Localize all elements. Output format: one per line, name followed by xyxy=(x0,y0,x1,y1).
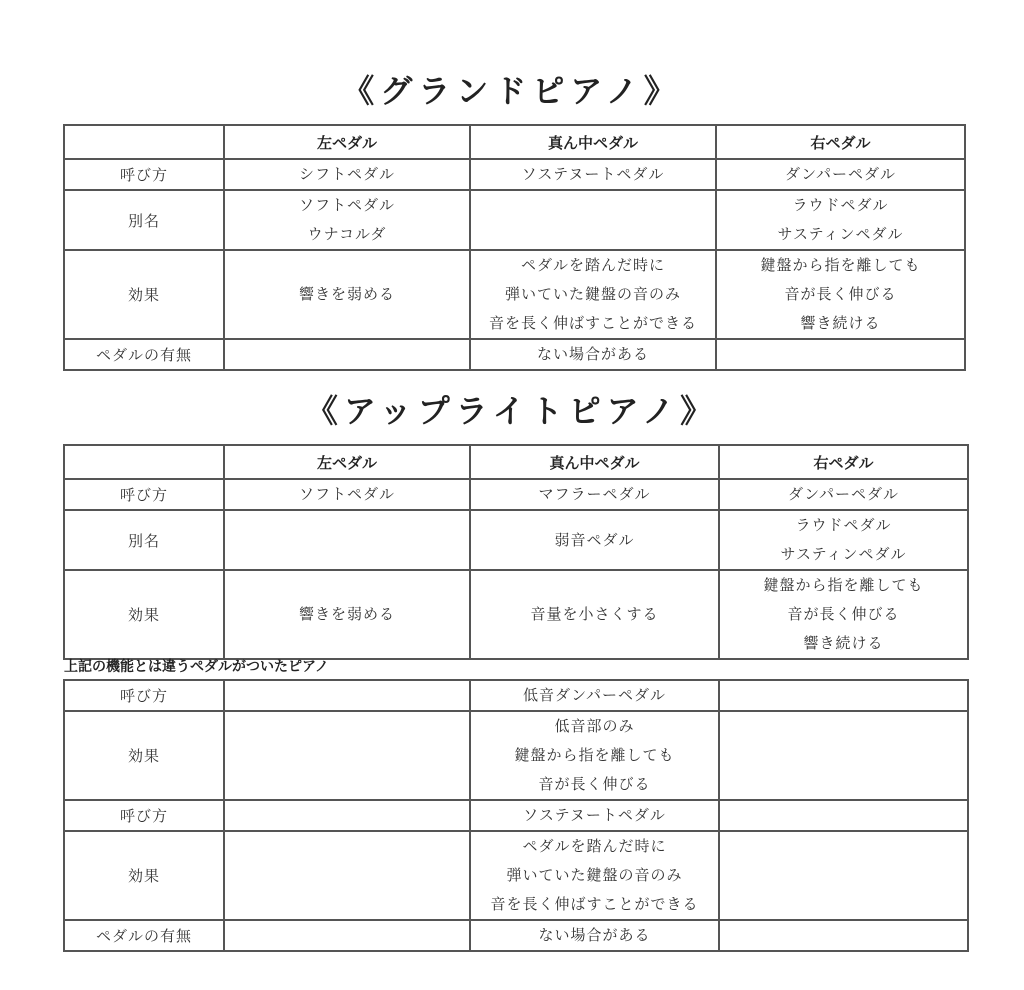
cell-line: 響き続ける xyxy=(803,634,884,652)
grand-piano-title: 《グランドピアノ》 xyxy=(342,72,682,110)
table-row xyxy=(64,510,968,570)
table-row xyxy=(64,250,965,339)
cell-line: ラウドペダル xyxy=(795,516,892,534)
cell-line: ラウドペダル xyxy=(792,196,889,214)
cell-line: 響きを弱める xyxy=(298,285,395,303)
cell-line: ソフトペダル xyxy=(298,196,395,214)
grand-piano-table xyxy=(63,124,966,371)
table-row xyxy=(64,190,965,250)
cell-line: 鍵盤から指を離しても xyxy=(763,576,924,594)
table-cell xyxy=(719,510,968,570)
table-cell xyxy=(470,800,719,831)
table-cell xyxy=(719,831,968,920)
row-label: 呼び方 xyxy=(64,800,224,831)
table-cell xyxy=(716,250,965,339)
cell-line: 音を長く伸ばすことができる xyxy=(488,314,697,332)
upright-piano-title: 《アップライトピアノ》 xyxy=(305,392,719,430)
table-row xyxy=(64,920,968,951)
table-cell xyxy=(224,339,470,370)
header-cell: 左ペダル xyxy=(224,445,470,479)
other-pedals-note: 上記の機能とは違うペダルがついたピアノ xyxy=(64,659,329,675)
cell-line: 響き続ける xyxy=(800,314,881,332)
header-row xyxy=(64,125,965,159)
cell-line: 音が長く伸びる xyxy=(538,775,651,793)
cell-line: 音が長く伸びる xyxy=(787,605,900,623)
row-label: 効果 xyxy=(64,831,224,920)
row-label: ペダルの有無 xyxy=(64,339,224,370)
table-row xyxy=(64,159,965,190)
cell-line: サスティンペダル xyxy=(777,225,904,243)
header-cell: 右ペダル xyxy=(719,445,968,479)
header-row xyxy=(64,445,968,479)
table-cell xyxy=(470,570,719,659)
table-cell xyxy=(224,831,470,920)
other-pedals-table xyxy=(63,679,969,952)
cell-line: 音が長く伸びる xyxy=(784,285,897,303)
table-row xyxy=(64,570,968,659)
table-cell xyxy=(719,800,968,831)
table-cell xyxy=(716,339,965,370)
table-cell xyxy=(719,479,968,510)
cell-line: サスティンペダル xyxy=(780,545,907,563)
cell-line: ない場合がある xyxy=(536,345,649,363)
upright-piano-table xyxy=(63,444,969,660)
row-label: 呼び方 xyxy=(64,680,224,711)
row-label: ペダルの有無 xyxy=(64,920,224,951)
table-cell xyxy=(470,190,716,250)
row-label: 別名 xyxy=(64,510,224,570)
cell-line: ペダルを踏んだ時に xyxy=(520,256,665,274)
table-cell xyxy=(224,250,470,339)
row-label: 呼び方 xyxy=(64,159,224,190)
table-row xyxy=(64,711,968,800)
table-cell xyxy=(224,570,470,659)
table-cell xyxy=(224,159,470,190)
table-cell xyxy=(470,680,719,711)
cell-line: 音量を小さくする xyxy=(530,605,659,623)
cell-line: マフラーペダル xyxy=(538,485,651,503)
table-row xyxy=(64,680,968,711)
cell-line: ウナコルダ xyxy=(307,225,387,243)
table-cell xyxy=(719,711,968,800)
table-cell xyxy=(224,479,470,510)
table-cell xyxy=(470,159,716,190)
cell-line: シフトペダル xyxy=(298,165,395,183)
cell-line: ない場合がある xyxy=(538,926,651,944)
cell-line: 弾いていた鍵盤の音のみ xyxy=(504,285,681,303)
cell-line: ソステヌートペダル xyxy=(523,806,666,824)
table-row xyxy=(64,339,965,370)
row-label: 効果 xyxy=(64,570,224,659)
table-cell xyxy=(224,800,470,831)
row-label: 効果 xyxy=(64,711,224,800)
row-label: 効果 xyxy=(64,250,224,339)
header-cell: 真ん中ペダル xyxy=(470,125,716,159)
table-cell xyxy=(470,250,716,339)
cell-line: 低音部のみ xyxy=(554,717,635,735)
table-cell xyxy=(716,159,965,190)
table-cell xyxy=(719,920,968,951)
cell-line: ソフトペダル xyxy=(298,485,395,503)
header-cell xyxy=(64,445,224,479)
cell-line: ペダルを踏んだ時に xyxy=(522,837,667,855)
cell-line: 鍵盤から指を離しても xyxy=(760,256,921,274)
table-cell xyxy=(719,570,968,659)
table-cell xyxy=(470,711,719,800)
table-cell xyxy=(470,831,719,920)
cell-line: ダンパーペダル xyxy=(784,165,897,183)
row-label: 別名 xyxy=(64,190,224,250)
table-cell xyxy=(224,680,470,711)
table-cell xyxy=(224,711,470,800)
table-row xyxy=(64,479,968,510)
table-cell xyxy=(224,510,470,570)
table-cell xyxy=(716,190,965,250)
header-cell: 真ん中ペダル xyxy=(470,445,719,479)
header-cell: 左ペダル xyxy=(224,125,470,159)
cell-line: 低音ダンパーペダル xyxy=(522,686,667,704)
table-cell xyxy=(224,920,470,951)
cell-line: 鍵盤から指を離しても xyxy=(514,746,675,764)
table-cell xyxy=(470,339,716,370)
cell-line: ソステヌートペダル xyxy=(521,165,665,183)
cell-line: 弱音ペダル xyxy=(554,530,635,549)
table-row xyxy=(64,800,968,831)
header-cell xyxy=(64,125,224,159)
cell-line: ダンパーペダル xyxy=(787,485,900,503)
table-cell xyxy=(470,510,719,570)
table-cell xyxy=(224,190,470,250)
table-cell xyxy=(470,920,719,951)
cell-line: 響きを弱める xyxy=(298,605,395,623)
header-cell: 右ペダル xyxy=(716,125,965,159)
cell-line: 弾いていた鍵盤の音のみ xyxy=(506,866,683,884)
table-row xyxy=(64,831,968,920)
table-cell xyxy=(719,680,968,711)
row-label: 呼び方 xyxy=(64,479,224,510)
table-cell xyxy=(470,479,719,510)
cell-line: 音を長く伸ばすことができる xyxy=(490,895,699,913)
